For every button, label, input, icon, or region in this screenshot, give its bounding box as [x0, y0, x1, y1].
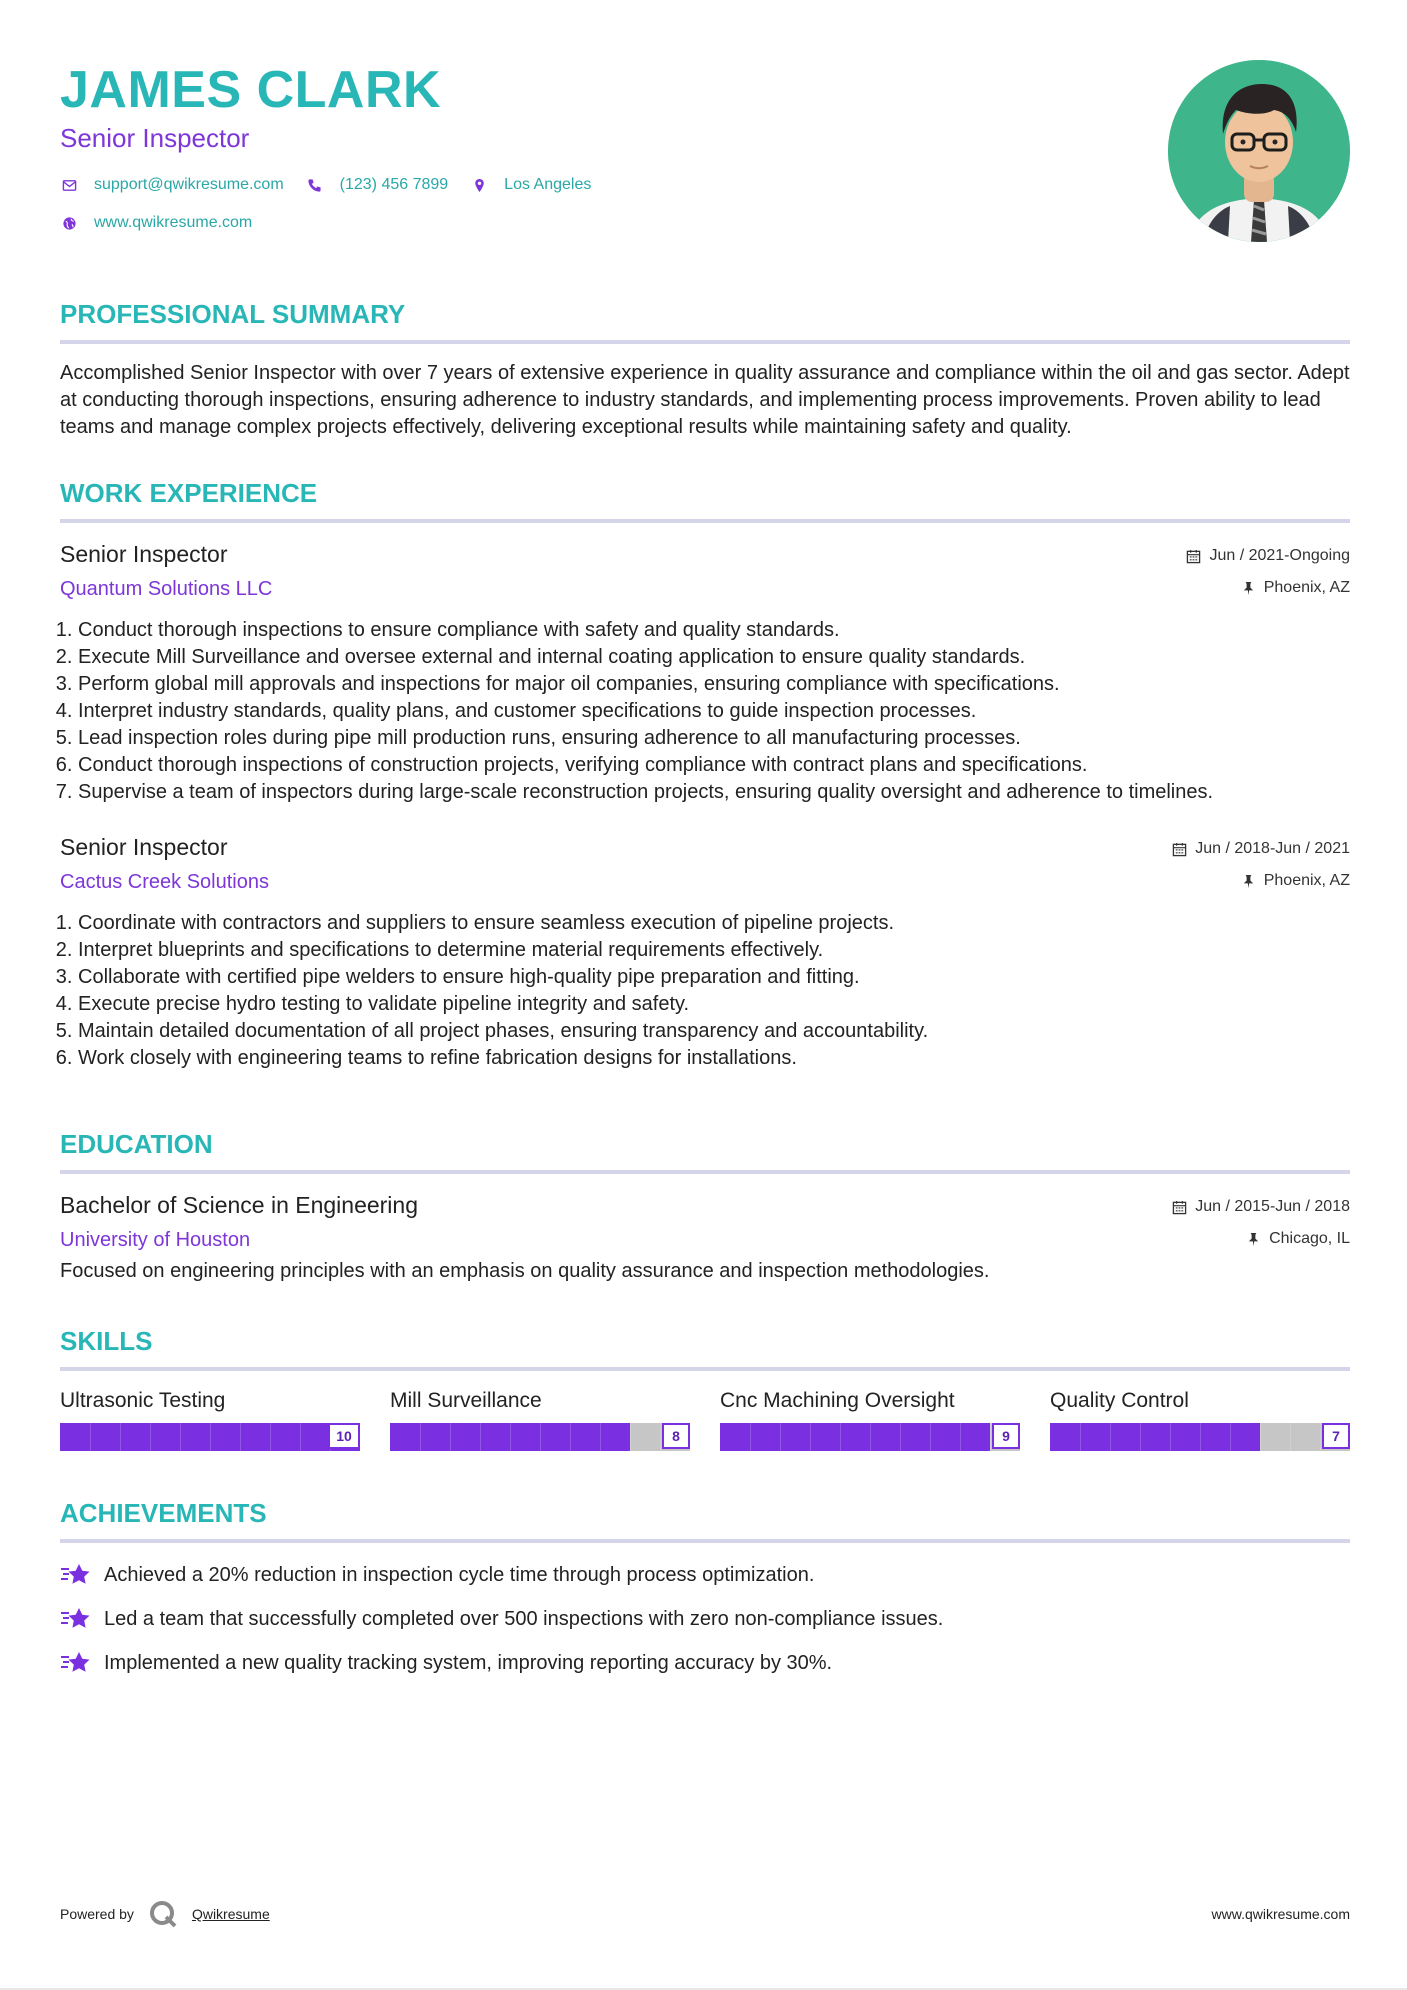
- skill-segment-divider: [810, 1423, 811, 1451]
- skill-level-fill: [720, 1423, 990, 1451]
- summary-text: Accomplished Senior Inspector with over 7 years of extensive experience in quality assurance and compliance within the oil and gas sector. Adept at conducting thorough inspections, ensuring adherence to industry standards, and implementing process improvements. Proven ability to lead teams and manage complex projects effectively, delivering exceptional results while maintaining safety and quality.: [60, 362, 1350, 438]
- school-name: University of Houston: [60, 1229, 251, 1251]
- skill-segment-divider: [120, 1423, 121, 1451]
- education-heading: EDUCATION: [60, 1129, 213, 1159]
- job-title: Senior Inspector: [60, 541, 228, 567]
- skill-segment-divider: [150, 1423, 151, 1451]
- resume-content: [60, 60, 1350, 1693]
- education-description: Focused on engineering principles with an emphasis on quality assurance and inspection methodologies.: [60, 1260, 990, 1282]
- footer-left: [60, 1899, 270, 1929]
- skill-segment-divider: [450, 1423, 451, 1451]
- calendar-icon: [1172, 842, 1187, 857]
- section-divider: [60, 519, 1350, 523]
- achievement-text: Achieved a 20% reduction in inspection cycle time through process optimization.: [104, 1564, 815, 1586]
- section-divider: [60, 1170, 1350, 1174]
- skill-segment-divider: [540, 1423, 541, 1451]
- skill-segment-divider: [1170, 1423, 1171, 1451]
- skill-segment-divider: [1260, 1423, 1261, 1451]
- envelope-icon: [60, 176, 78, 194]
- skill-level-bar: [390, 1423, 690, 1451]
- skill-segment-divider: [900, 1423, 901, 1451]
- list-item: 4. Interpret industry standards, quality plans, and customer specifications to guide inspection processes.: [78, 698, 1350, 725]
- skill-score-badge: 10: [328, 1423, 360, 1449]
- skill-segment-divider: [1320, 1423, 1321, 1451]
- skill-segment-divider: [180, 1423, 181, 1451]
- star-icon: [60, 1605, 92, 1633]
- list-item: 5. Maintain detailed documentation of all project phases, ensuring transparency and accountability.: [78, 1018, 1350, 1045]
- email-text: support@qwikresume.com: [94, 176, 284, 193]
- list-item: 6. Conduct thorough inspections of construction projects, verifying compliance with contract plans and specifications.: [78, 752, 1350, 779]
- skill-segment-divider: [930, 1423, 931, 1451]
- job-dates-text: Jun / 2021-Ongoing: [1209, 547, 1350, 564]
- skill-level-bar: [720, 1423, 1020, 1451]
- skill-item: [720, 1387, 1020, 1451]
- star-icon: [60, 1561, 92, 1589]
- job-bullets: [60, 910, 1350, 1072]
- achievement-item: [60, 1605, 1350, 1633]
- skill-score-badge: 8: [662, 1423, 690, 1449]
- website-text: www.qwikresume.com: [94, 214, 253, 231]
- skill-segment-divider: [1290, 1423, 1291, 1451]
- star-icon: [60, 1649, 92, 1677]
- skill-level-bar: [60, 1423, 360, 1451]
- summary-section: [60, 298, 1350, 441]
- skill-segment-divider: [240, 1423, 241, 1451]
- thumbtack-icon: [1241, 581, 1256, 596]
- skill-segment-divider: [840, 1423, 841, 1451]
- skill-segment-divider: [480, 1423, 481, 1451]
- phone-text: (123) 456 7899: [339, 176, 449, 193]
- skill-name: Ultrasonic Testing: [60, 1389, 226, 1412]
- skill-name: Quality Control: [1050, 1389, 1189, 1412]
- job-meta: [1172, 832, 1350, 892]
- contact-email[interactable]: [60, 176, 284, 194]
- education-section: [60, 1128, 1350, 1285]
- job-bullets: [60, 617, 1350, 806]
- skill-segment-divider: [1080, 1423, 1081, 1451]
- skill-segment-divider: [750, 1423, 751, 1451]
- skill-level-bar: [1050, 1423, 1350, 1451]
- footer-website[interactable]: www.qwikresume.com: [1211, 1906, 1350, 1922]
- job-entry: [60, 539, 1350, 806]
- calendar-icon: [1172, 1200, 1187, 1215]
- achievements-heading: ACHIEVEMENTS: [60, 1498, 267, 1528]
- skill-segment-divider: [870, 1423, 871, 1451]
- resume-header: [60, 60, 1350, 260]
- skill-segment-divider: [600, 1423, 601, 1451]
- skill-item: [390, 1387, 690, 1451]
- avatar-portrait-icon: [1168, 60, 1350, 242]
- calendar-icon: [1186, 549, 1201, 564]
- list-item: 1. Conduct thorough inspections to ensure compliance with safety and quality standards.: [78, 617, 1350, 644]
- skill-segment-divider: [960, 1423, 961, 1451]
- job-dates: [1186, 545, 1350, 567]
- list-item: 3. Collaborate with certified pipe welders to ensure high-quality pipe preparation and fitting.: [78, 964, 1350, 991]
- summary-heading: PROFESSIONAL SUMMARY: [60, 299, 406, 329]
- degree-title: Bachelor of Science in Engineering: [60, 1192, 419, 1218]
- job-location-text: Phoenix, AZ: [1263, 579, 1350, 596]
- list-item: 4. Execute precise hydro testing to validate pipeline integrity and safety.: [78, 991, 1350, 1018]
- skill-segment-divider: [1230, 1423, 1231, 1451]
- list-item: 1. Coordinate with contractors and suppliers to ensure seamless execution of pipeline projects.: [78, 910, 1350, 937]
- job-title: Senior Inspector: [60, 834, 228, 860]
- experience-heading: WORK EXPERIENCE: [60, 478, 318, 508]
- skill-segment-divider: [1200, 1423, 1201, 1451]
- job-header: [60, 832, 1350, 898]
- phone-icon: [306, 176, 324, 194]
- skill-segment-divider: [1140, 1423, 1141, 1451]
- job-dates-text: Jun / 2018-Jun / 2021: [1195, 840, 1350, 857]
- thumbtack-icon: [1246, 1232, 1261, 1247]
- skill-score-badge: 9: [992, 1423, 1020, 1449]
- job-company: Cactus Creek Solutions: [60, 871, 269, 893]
- contact-location: [470, 176, 591, 194]
- skill-item: [60, 1387, 360, 1451]
- list-item: 2. Execute Mill Surveillance and oversee external and internal coating application to ensure quality standards.: [78, 644, 1350, 671]
- globe-icon: [60, 214, 78, 232]
- section-divider: [60, 1367, 1350, 1371]
- skill-segment-divider: [990, 1423, 991, 1451]
- education-dates-text: Jun / 2015-Jun / 2018: [1195, 1198, 1350, 1215]
- section-divider: [60, 1539, 1350, 1543]
- skills-section: [60, 1325, 1350, 1451]
- skill-segment-divider: [210, 1423, 211, 1451]
- job-header: [60, 539, 1350, 605]
- job-dates: [1172, 838, 1350, 860]
- skills-grid: [60, 1387, 1350, 1451]
- skill-segment-divider: [510, 1423, 511, 1451]
- education-dates: [1172, 1196, 1350, 1218]
- list-item: 6. Work closely with engineering teams to refine fabrication designs for installations.: [78, 1045, 1350, 1072]
- skill-segment-divider: [1110, 1423, 1111, 1451]
- skills-heading: SKILLS: [60, 1326, 153, 1356]
- achievement-text: Led a team that successfully completed over 500 inspections with zero non-compliance issues.: [104, 1608, 944, 1630]
- thumbtack-icon: [1241, 874, 1256, 889]
- contact-website[interactable]: [60, 214, 252, 232]
- skill-item: [1050, 1387, 1350, 1451]
- job-location: [1172, 870, 1350, 892]
- education-meta: [1172, 1190, 1350, 1250]
- education-location: [1172, 1228, 1350, 1250]
- skill-segment-divider: [270, 1423, 271, 1451]
- skill-segment-divider: [300, 1423, 301, 1451]
- achievement-item: [60, 1649, 1350, 1677]
- contact-row-2: [60, 214, 1350, 232]
- achievement-item: [60, 1561, 1350, 1589]
- skill-name: Cnc Machining Oversight: [720, 1389, 955, 1412]
- skill-segment-divider: [570, 1423, 571, 1451]
- job-entry: [60, 832, 1350, 1072]
- job-location: [1186, 577, 1350, 599]
- section-divider: [60, 340, 1350, 344]
- education-location-text: Chicago, IL: [1269, 1230, 1350, 1247]
- job-location-text: Phoenix, AZ: [1263, 872, 1350, 889]
- list-item: 3. Perform global mill approvals and inspections for major oil companies, ensuring compliance with specifications.: [78, 671, 1350, 698]
- avatar: [1168, 60, 1350, 242]
- candidate-name: JAMES CLARK: [60, 61, 442, 119]
- achievement-text: Implemented a new quality tracking system, improving reporting accuracy by 30%.: [104, 1652, 833, 1674]
- skill-level-fill: [1050, 1423, 1260, 1451]
- skill-segment-divider: [780, 1423, 781, 1451]
- skill-name: Mill Surveillance: [390, 1389, 542, 1412]
- list-item: 2. Interpret blueprints and specifications to determine material requirements effectively.: [78, 937, 1350, 964]
- powered-by-text: Powered by: [60, 1906, 134, 1922]
- skill-segment-divider: [630, 1423, 631, 1451]
- location-text: Los Angeles: [504, 176, 592, 193]
- contact-phone[interactable]: [306, 176, 449, 194]
- education-header: [60, 1190, 1350, 1256]
- qwikresume-logo-icon: [148, 1899, 178, 1929]
- experience-section: [60, 477, 1350, 1072]
- brand-link[interactable]: Qwikresume: [191, 1906, 270, 1922]
- page-footer: [60, 1898, 1350, 1930]
- skill-segment-divider: [420, 1423, 421, 1451]
- skill-segment-divider: [660, 1423, 661, 1451]
- list-item: 5. Lead inspection roles during pipe mill production runs, ensuring adherence to all manufacturing processes.: [78, 725, 1350, 752]
- achievements-section: [60, 1497, 1350, 1677]
- contact-row: [60, 176, 1350, 194]
- candidate-title: Senior Inspector: [60, 123, 250, 153]
- job-company: Quantum Solutions LLC: [60, 578, 273, 600]
- skill-score-badge: 7: [1322, 1423, 1350, 1449]
- list-item: 7. Supervise a team of inspectors during large-scale reconstruction projects, ensuring quality oversight and adherence to timelines.: [78, 779, 1350, 806]
- skill-segment-divider: [90, 1423, 91, 1451]
- map-pin-icon: [470, 176, 488, 194]
- job-meta: [1186, 539, 1350, 599]
